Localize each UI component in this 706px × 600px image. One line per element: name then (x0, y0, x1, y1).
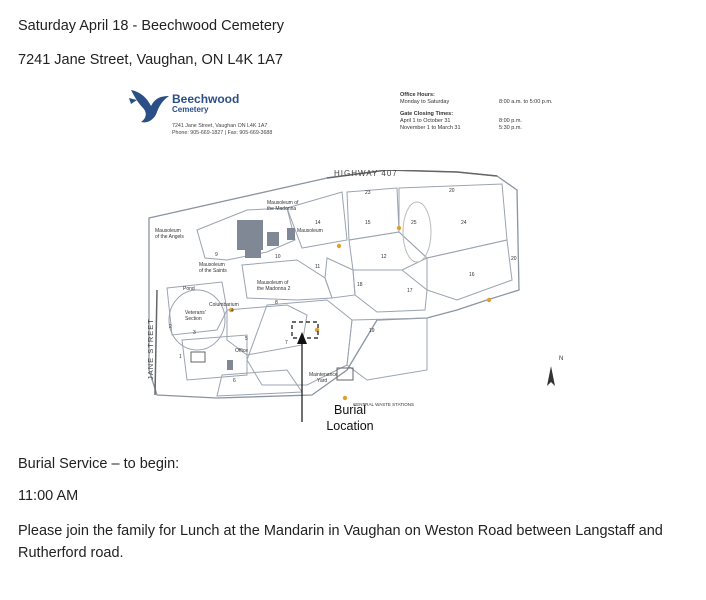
dove-logo-icon (127, 84, 171, 126)
svg-text:3: 3 (193, 330, 196, 336)
svg-text:Veterans': Veterans' (185, 310, 206, 316)
svg-text:20: 20 (511, 256, 517, 262)
svg-text:20: 20 (449, 188, 455, 194)
svg-text:Section: Section (185, 316, 202, 322)
svg-text:10: 10 (275, 254, 281, 260)
cemetery-map (127, 80, 579, 440)
svg-text:7: 7 (285, 340, 288, 346)
svg-text:Maintenance: Maintenance (309, 372, 338, 378)
svg-text:Mausoleum of: Mausoleum of (257, 280, 289, 286)
svg-text:6: 6 (233, 378, 236, 384)
event-title: Saturday April 18 - Beechwood Cemetery (18, 18, 284, 34)
hours-times: 8:00 a.m. to 5:00 p.m. 8:00 p.m. 5:30 p.m. (499, 99, 553, 131)
svg-text:Columbarium: Columbarium (209, 302, 239, 308)
service-time: 11:00 AM (18, 488, 79, 504)
logo-name: Beechwood (172, 92, 240, 106)
jane-street-label: JANE STREET (146, 318, 155, 380)
svg-text:CENTRAL WASTE STATIONS: CENTRAL WASTE STATIONS (353, 402, 415, 407)
svg-text:16: 16 (469, 272, 475, 278)
event-address: 7241 Jane Street, Vaughan, ON L4K 1A7 (18, 52, 283, 68)
svg-text:23: 23 (365, 190, 371, 196)
svg-text:Mausoleum of: Mausoleum of (267, 200, 299, 206)
svg-text:Mausoleum: Mausoleum (199, 262, 225, 268)
svg-text:Mausoleum: Mausoleum (297, 228, 323, 234)
office-hours: Office Hours: Monday to Saturday Gate Closing Times: April 1 to October 31 November 1 to March 31 (400, 92, 461, 131)
logo-sub: Cemetery (172, 105, 209, 114)
svg-text:12: 12 (381, 254, 387, 260)
svg-text:of the Saints: of the Saints (199, 268, 227, 274)
svg-text:17: 17 (407, 288, 413, 294)
burial-location-label: Burial Location (326, 403, 374, 433)
svg-text:Pond: Pond (183, 286, 195, 292)
svg-text:25: 25 (411, 220, 417, 226)
svg-text:24: 24 (461, 220, 467, 226)
svg-text:of the Angels: of the Angels (155, 234, 184, 240)
svg-text:19: 19 (369, 328, 375, 334)
svg-text:15: 15 (365, 220, 371, 226)
svg-text:1: 1 (179, 354, 182, 360)
svg-text:8: 8 (275, 300, 278, 306)
highway-label: HIGHWAY 407 (334, 170, 398, 178)
cemetery-plan (127, 170, 579, 440)
svg-text:Mausoleum: Mausoleum (155, 228, 181, 234)
svg-text:14: 14 (315, 220, 321, 226)
svg-text:4: 4 (231, 308, 234, 314)
svg-text:2: 2 (169, 324, 172, 330)
svg-text:the Madonna: the Madonna (267, 206, 297, 212)
lunch-line-2: Rutherford road. (18, 545, 124, 561)
svg-text:Yard: Yard (317, 378, 328, 384)
map-address: 7241 Jane Street, Vaughan ON L4K 1A7 Phone: 905-669-1827 | Fax: 905-669-3688 (172, 123, 273, 136)
svg-text:9: 9 (215, 252, 218, 258)
svg-text:Office: Office (235, 348, 248, 354)
lunch-line-1: Please join the family for Lunch at the Mandarin in Vaughan on Weston Road between Langstaff and (18, 523, 663, 539)
service-title: Burial Service – to begin: (18, 456, 180, 472)
svg-text:N: N (559, 356, 564, 362)
svg-text:11: 11 (315, 264, 321, 270)
svg-text:18: 18 (357, 282, 363, 288)
svg-text:the Madonna 2: the Madonna 2 (257, 286, 291, 292)
svg-text:5: 5 (245, 336, 248, 342)
